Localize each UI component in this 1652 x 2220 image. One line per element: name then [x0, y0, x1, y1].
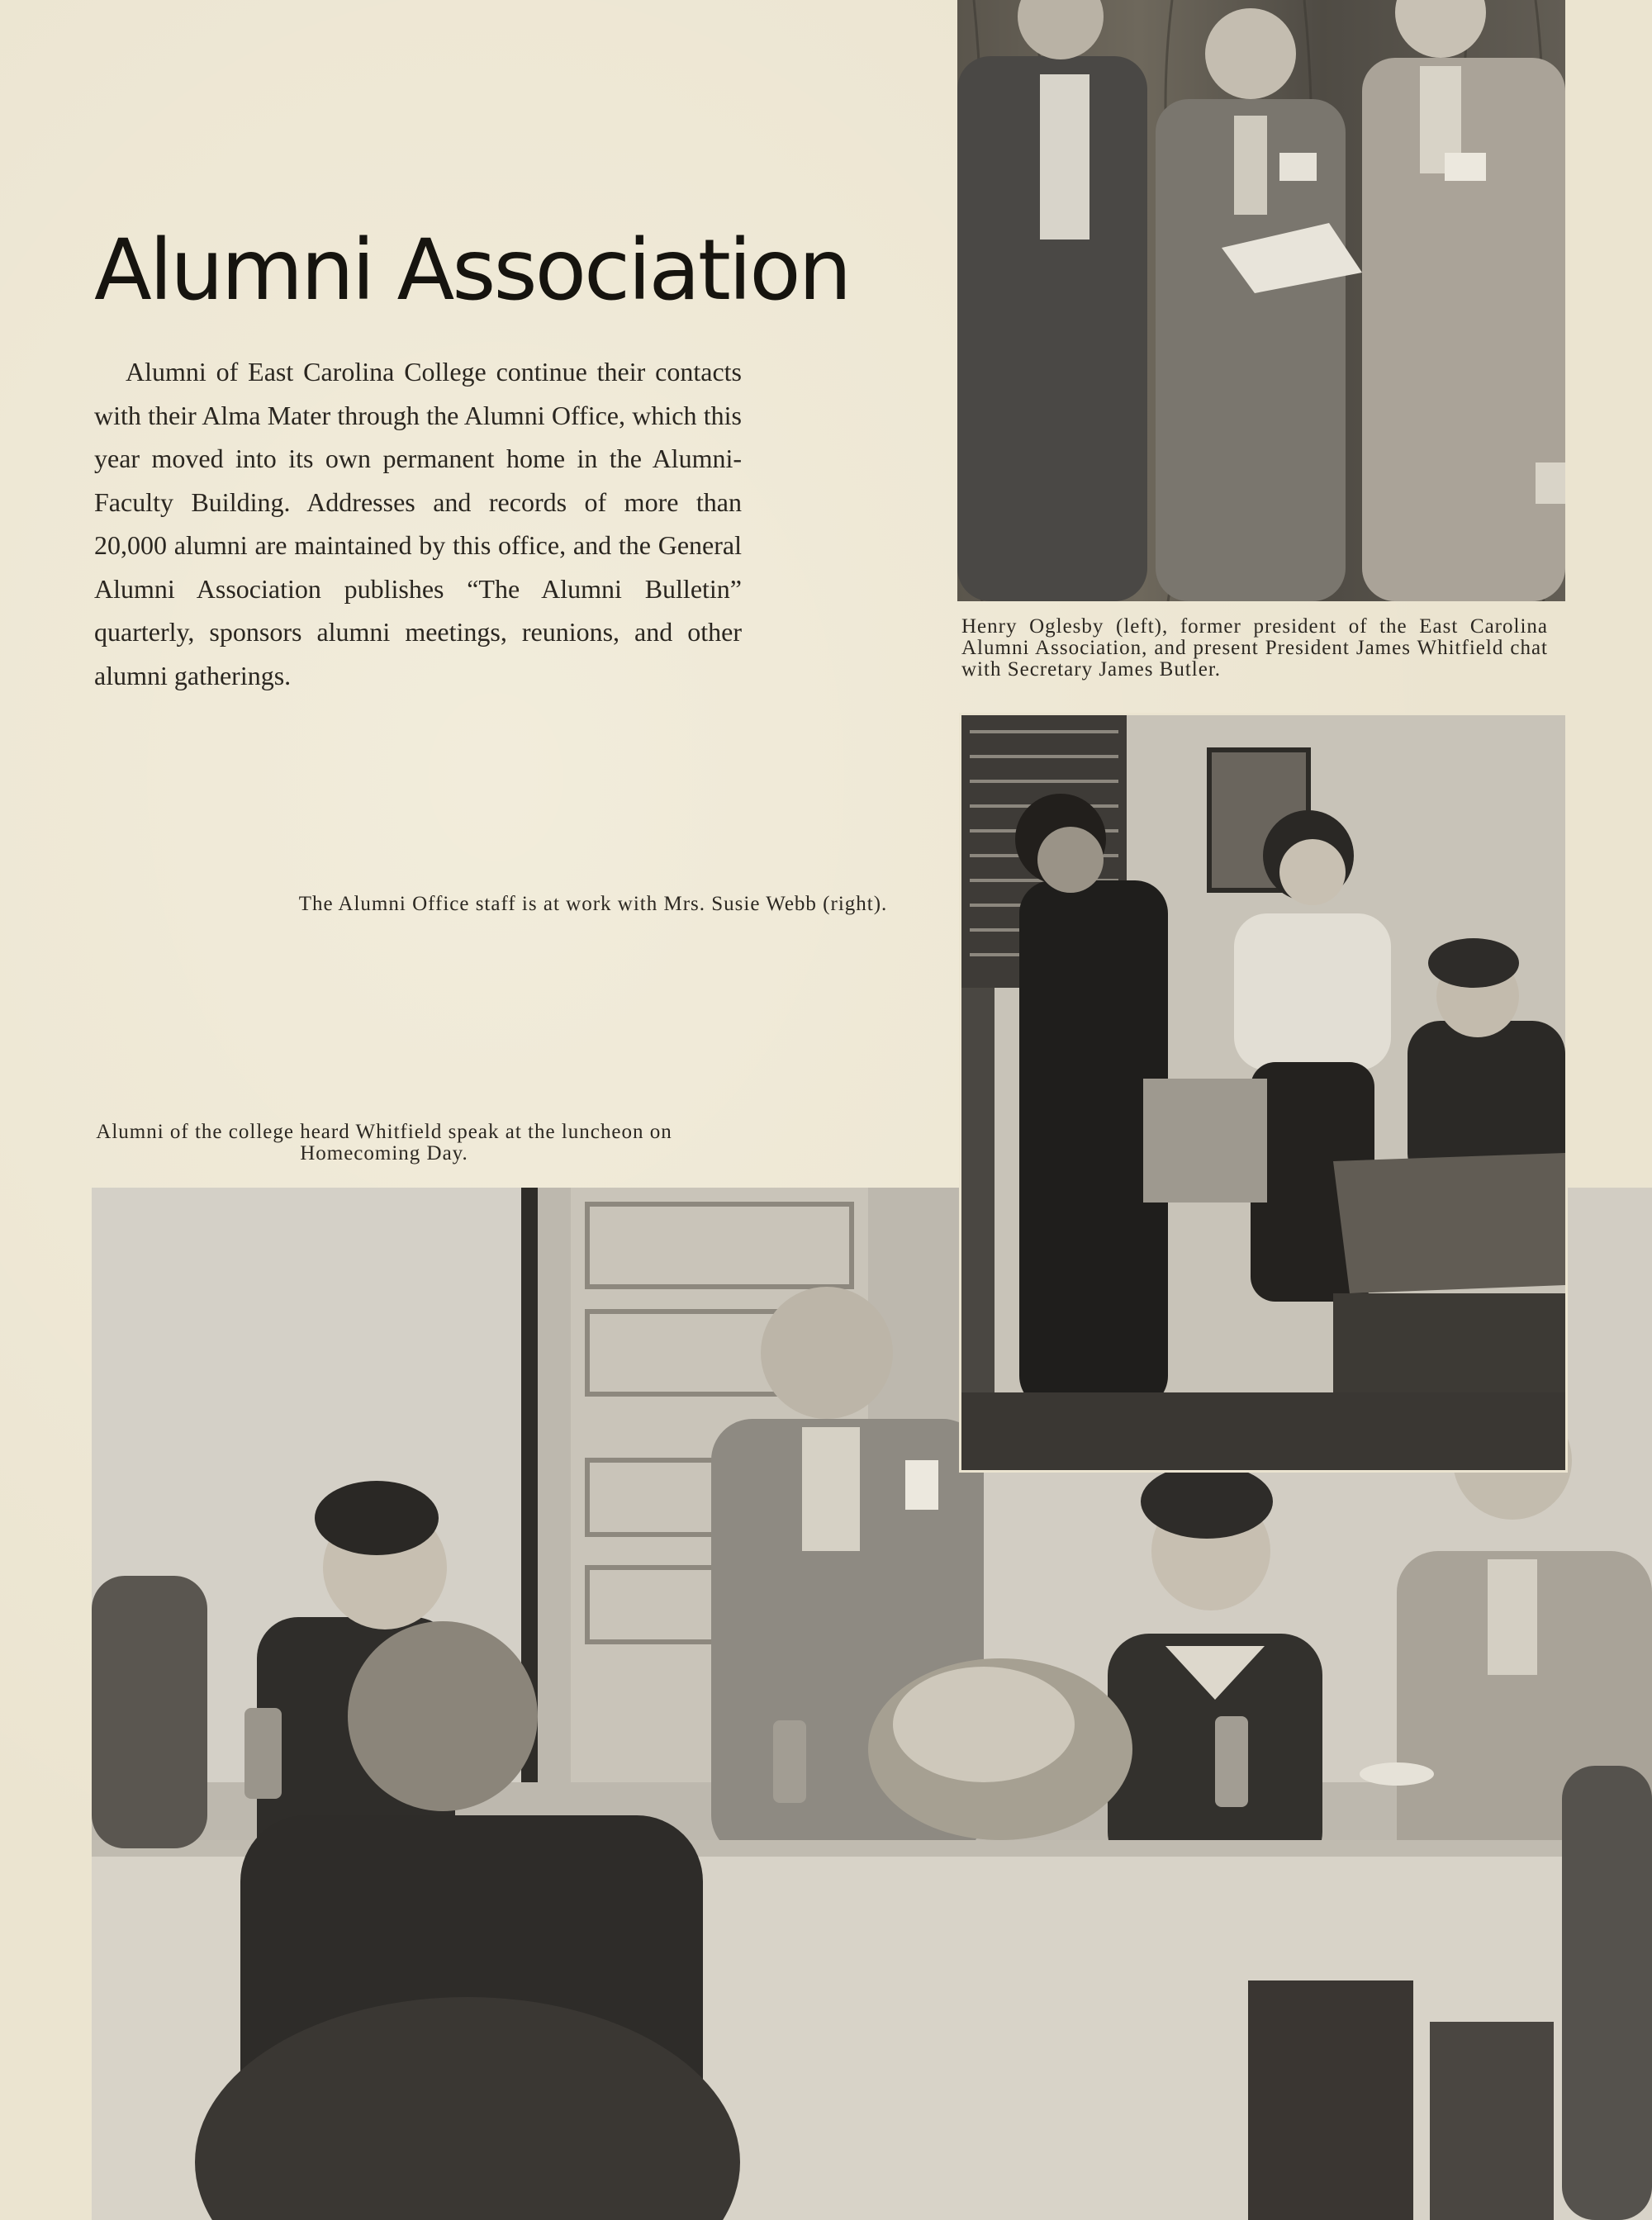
luncheon-photo-caption: Alumni of the college heard Whitfield speak at the luncheon on Homecoming Day. — [96, 1121, 672, 1165]
officers-photo-caption: Henry Oglesby (left), former president of the East Carolina Alumni Association, and present President James Whitfield chat with Secretary James Butler. — [961, 615, 1548, 681]
office-staff-photo — [961, 715, 1565, 1470]
officers-photo — [957, 0, 1565, 601]
staff-photo-caption: The Alumni Office staff is at work with Mrs. Susie Webb (right). — [298, 893, 888, 915]
page-title: Alumni Association — [94, 221, 850, 320]
body-paragraph: Alumni of East Carolina College continue their contacts with their Alma Mater through the Alumni Office, which this year moved into its own permanent home in the Alumni-Faculty Building. Addresses and records of more than 20,000 alumni are maintained by this office, and the General Alumni Association publishes “The Alumni Bulletin” quarterly, sponsors alumni meetings, reunions, and other alumni gatherings. — [94, 357, 742, 690]
